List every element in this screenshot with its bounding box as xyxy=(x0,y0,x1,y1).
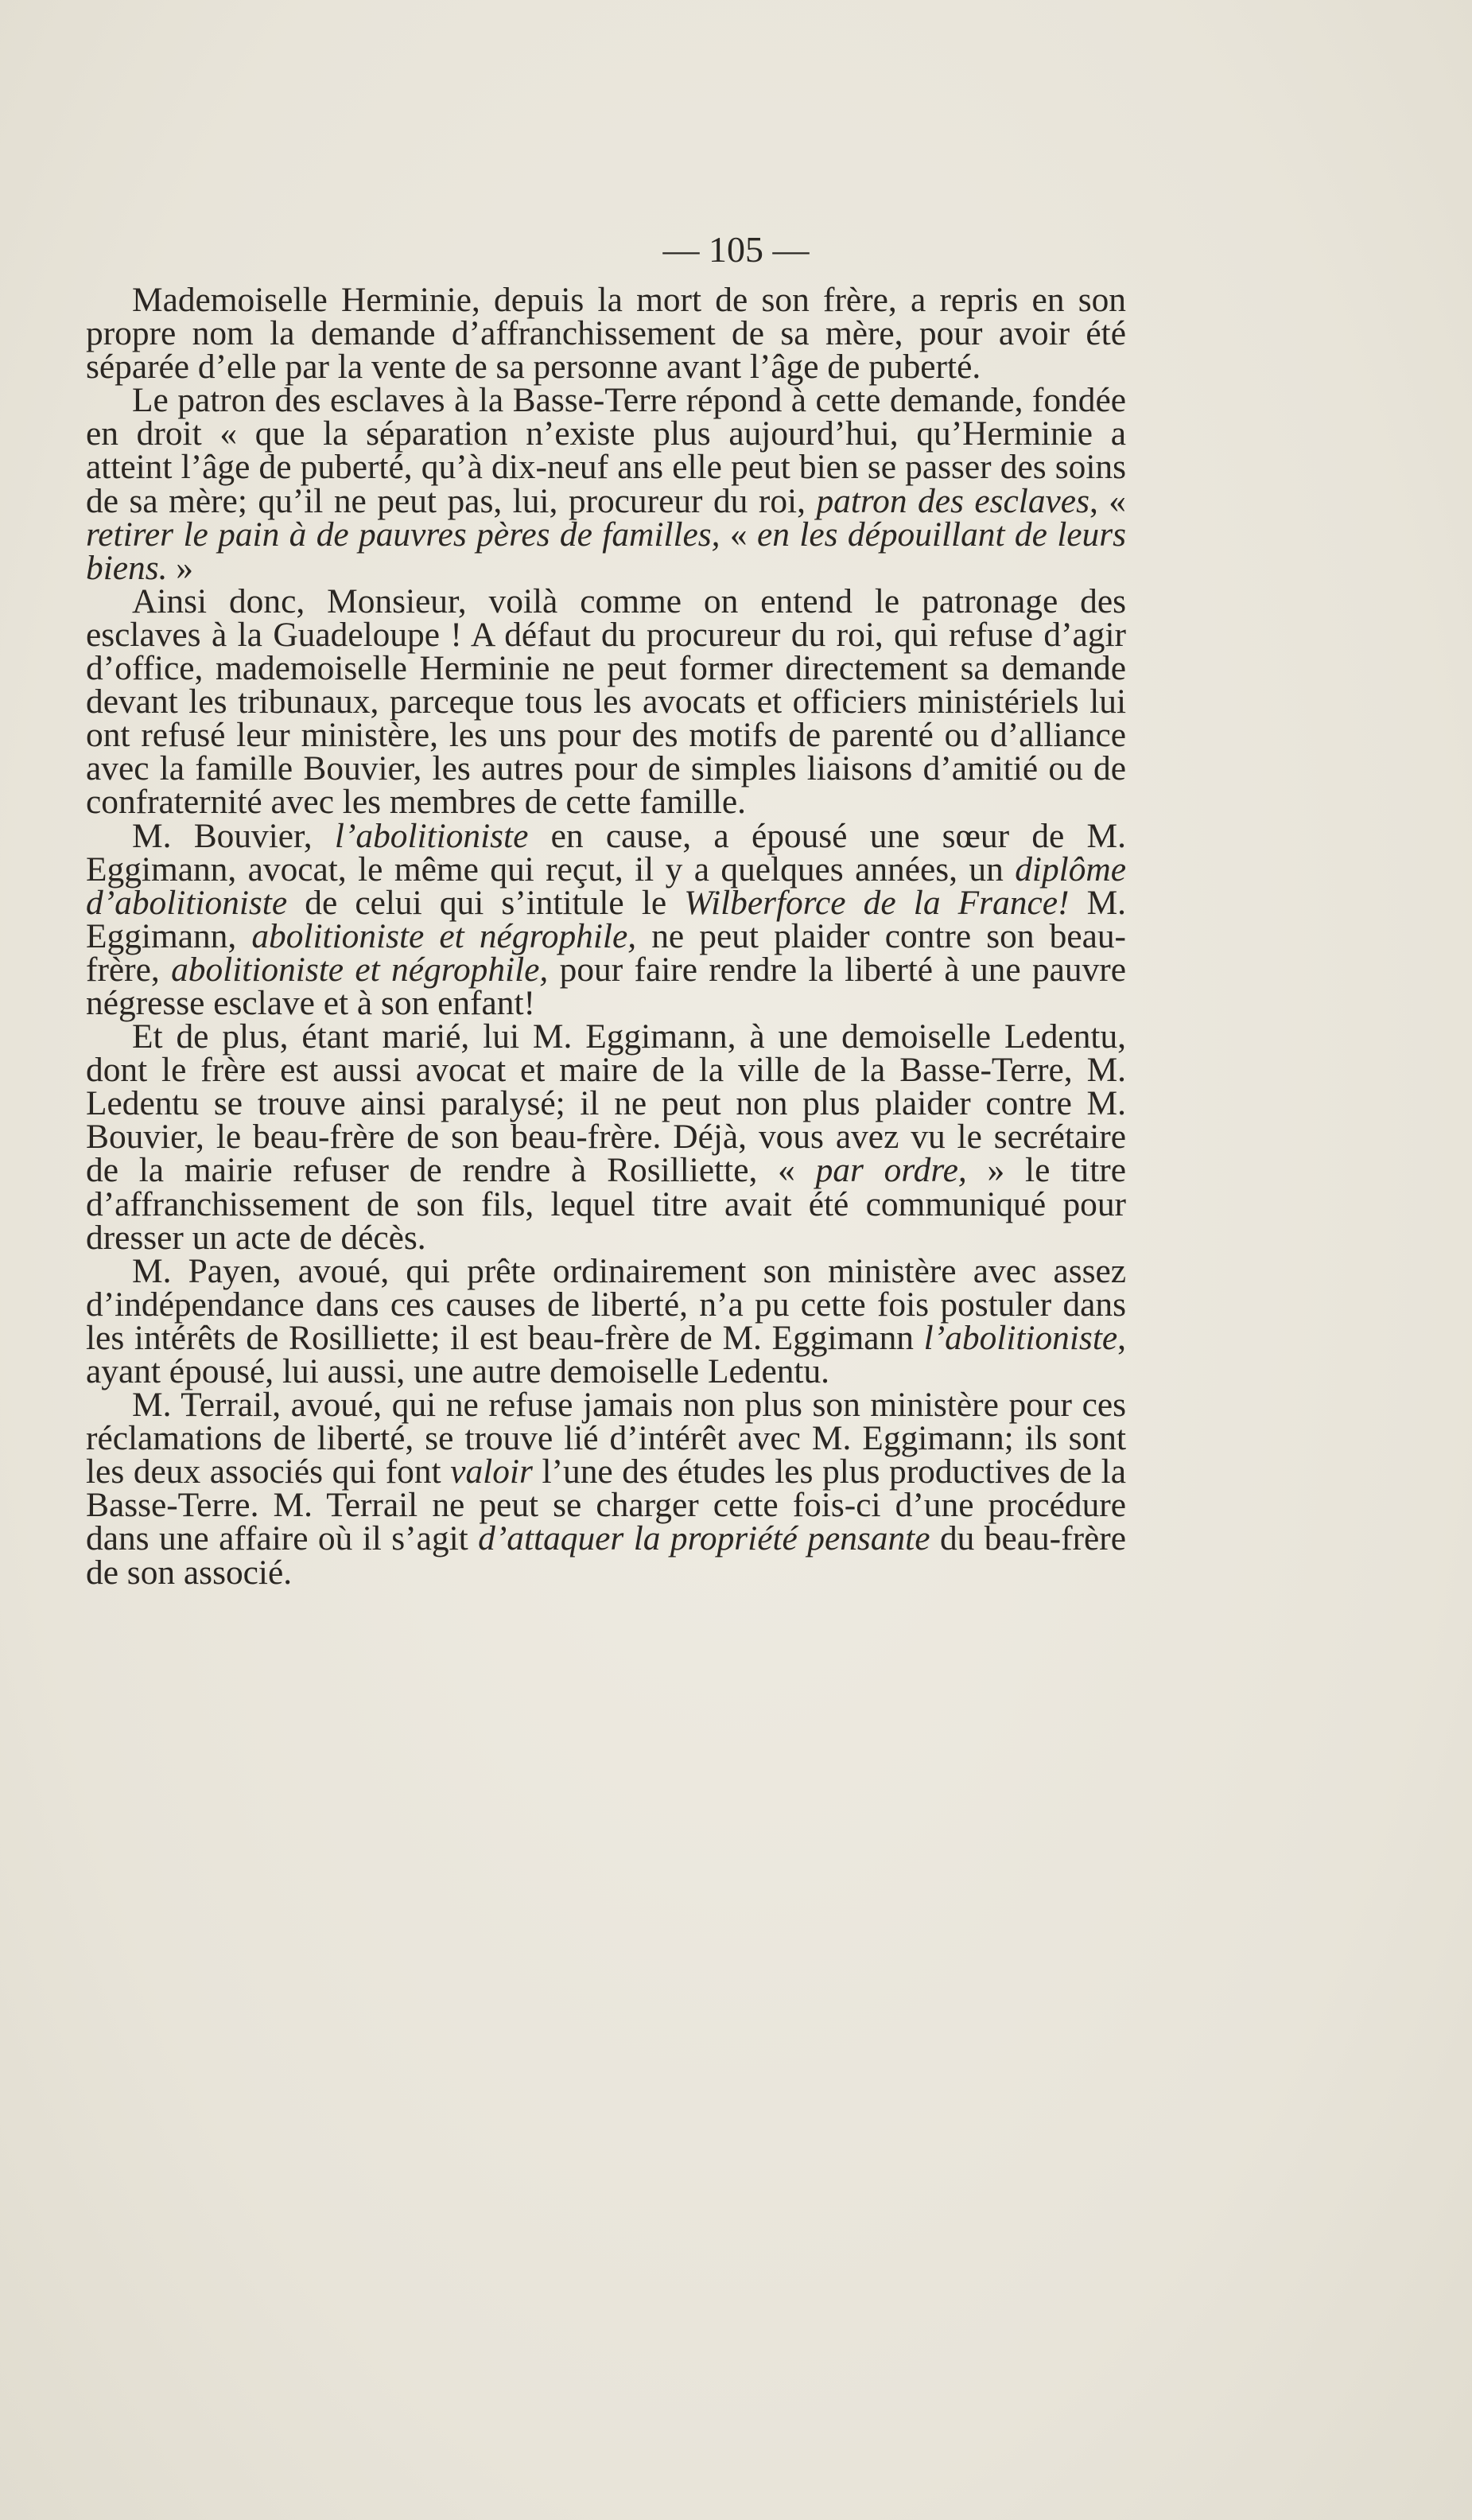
italic-text: retirer le pain à de pauvres pères de familles, xyxy=(86,515,720,554)
italic-text: par ordre, xyxy=(815,1151,967,1190)
page-number: — 105 — xyxy=(662,229,810,270)
text-run: M. Bouvier, xyxy=(132,816,335,855)
text-run: » le titre d’affranchissement de son fils, lequel titre avait été communiqué pour dresser un acte de décès. xyxy=(86,1151,1126,1257)
text-run: » xyxy=(167,548,193,587)
text-run: Le patron des esclaves à la Basse-Terre répond à cette demande, fondée en droit « que la séparation n’existe plus aujourd’hui, qu’Herminie a atteint l’âge de puberté, qu’à dix-neuf ans elle peut bien se passer des soins de sa mère; qu’il ne peut pas, lui, procureur du roi, xyxy=(86,381,1126,520)
paragraph xyxy=(86,581,1126,822)
italic-text: d’attaquer la propriété pensante xyxy=(478,1519,930,1558)
text-run: ne peut plaider contre son beau-frère, xyxy=(86,916,1126,989)
italic-text: Wilberforce de la France! xyxy=(684,883,1070,922)
paragraph xyxy=(86,383,1126,585)
paragraph xyxy=(86,1251,1126,1390)
italic-text: l’abolitioniste xyxy=(923,1318,1118,1357)
paragraph xyxy=(86,816,1127,1022)
text-run: Ainsi donc, Monsieur, voilà comme on entend le patronage des esclaves à la Guadeloupe ! A défaut du procureur du roi, qui refuse d’agir d’office, mademoiselle Herminie ne peut former directement sa demande devant les tribunaux, parceque tous les avocats et officiers ministériels lui ont refusé leur ministère, les uns pour des motifs de parenté ou d’alliance avec la famille Bouvier, les autres pour de simples liaisons d’amitié ou de confraternité avec les membres de cette famille. xyxy=(86,581,1126,822)
paragraph xyxy=(86,1386,1126,1592)
text-run: de celui qui s’intitule le xyxy=(287,883,685,922)
text-run: « xyxy=(720,515,757,554)
text-run: en cause, a épousé une sœur de M. Eggimann, avocat, le même qui reçut, il y a quelques années, un xyxy=(86,816,1126,889)
paragraph xyxy=(86,1017,1126,1257)
italic-text: en les dépouillant de leurs biens. xyxy=(86,515,1127,587)
italic-text: abolitioniste et négrophile, xyxy=(171,950,549,989)
text-run: Mademoiselle Herminie, depuis la mort de son frère, a repris en son propre nom la demande d’affranchissement de sa mère, pour avoir été séparée d’elle par la vente de sa personne avant l’âge de puberté. xyxy=(86,281,1126,387)
text-run: pour faire rendre la liberté à une pauvre négresse esclave et à son enfant! xyxy=(86,950,1127,1022)
italic-text: abolitioniste et négrophile, xyxy=(251,916,637,955)
italic-text: valoir xyxy=(450,1452,533,1491)
text-run: du beau-frère de son associé. xyxy=(86,1519,1126,1592)
italic-text: patron des esclaves xyxy=(816,481,1089,520)
text-run: Et de plus, étant marié, lui M. Eggimann, à une demoiselle Ledentu, dont le frère est aussi avocat et maire de la ville de la Basse-Terre, M. Ledentu se trouve ainsi paralysé; il ne peut non plus plaider contre M. Bouvier, le beau-frère de son beau-frère. Déjà, vous avez vu le secrétaire de la mairie refuser de rendre à Rosilliette, « xyxy=(86,1017,1126,1190)
paragraph xyxy=(86,281,1126,387)
text-run: l’une des études les plus productives de la Basse-Terre. M. Terrail ne peut se charger cette fois-ci d’une procédure dans une affaire où il s’agit xyxy=(86,1452,1126,1558)
body-text xyxy=(86,281,1127,1592)
italic-text: l’abolitioniste xyxy=(334,816,529,855)
text-run: M. Eggimann, xyxy=(86,883,1126,955)
text-run: M. Payen, avoué, qui prête ordinairement son ministère avec assez d’indépendance dans ces causes de liberté, n’a pu cette fois postuler dans les intérêts de Rosilliette; il est beau-frère de M. Eggimann xyxy=(86,1251,1126,1357)
text-run: M. Terrail, avoué, qui ne refuse jamais non plus son ministère pour ces réclamations de liberté, se trouve lié d’intérêt avec M. Eggimann; ils sont les deux associés qui font xyxy=(86,1386,1126,1491)
text-run: , « xyxy=(1089,481,1126,520)
text-run: , ayant épousé, lui aussi, une autre demoiselle Ledentu. xyxy=(86,1318,1126,1390)
italic-text: diplôme d’abolitioniste xyxy=(86,850,1126,922)
